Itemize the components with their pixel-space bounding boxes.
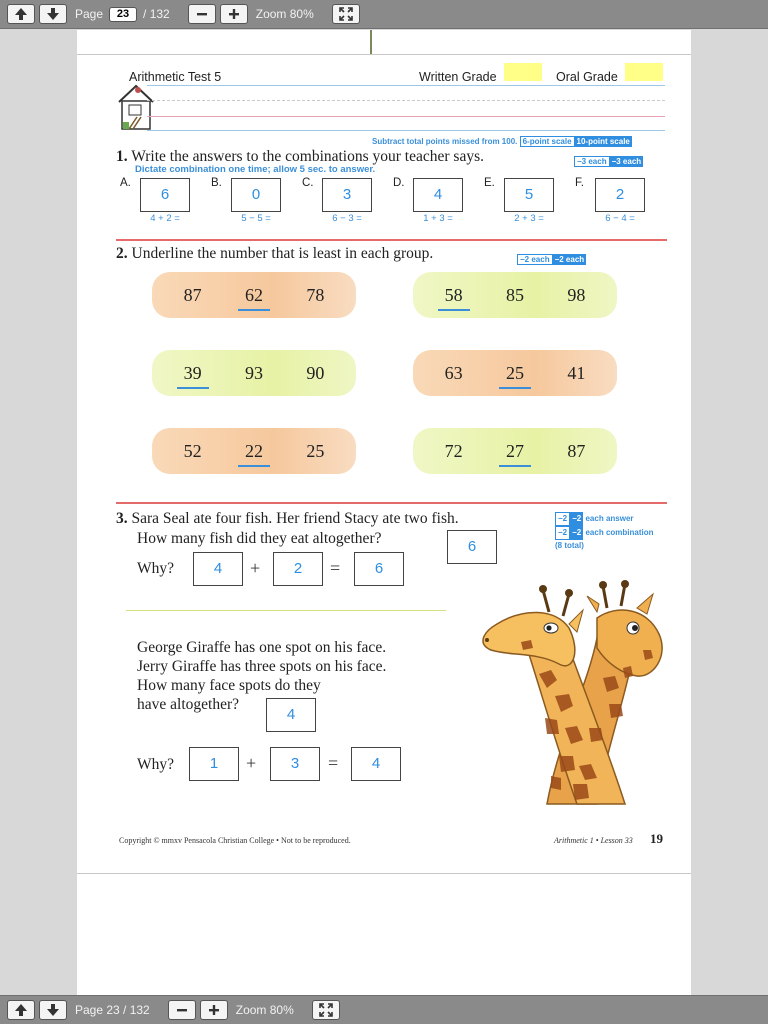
written-grade-box bbox=[504, 63, 542, 81]
giraffe-line-3: How many face spots do they bbox=[137, 677, 321, 694]
page-divider-mark bbox=[370, 30, 372, 54]
handwriting-line bbox=[147, 130, 665, 131]
giraffes-illustration bbox=[447, 578, 679, 806]
equation-1-addend-b[interactable]: 2 bbox=[273, 552, 323, 586]
least-number[interactable]: 22 bbox=[232, 441, 276, 462]
test-title: Arithmetic Test 5 bbox=[129, 70, 222, 84]
previous-page-edge bbox=[77, 54, 691, 55]
equation-1-sum[interactable]: 6 bbox=[354, 552, 404, 586]
question-2 bbox=[116, 245, 433, 263]
page-up-button[interactable] bbox=[7, 4, 35, 24]
giraffe-line-1: George Giraffe has one spot on his face. bbox=[137, 639, 387, 656]
section-divider bbox=[116, 502, 667, 504]
zoom-in-button[interactable] bbox=[200, 1000, 228, 1020]
combination-label: 6 − 4 = bbox=[605, 213, 635, 224]
deduct-6pt: −3 each bbox=[574, 156, 610, 167]
page-up-button[interactable] bbox=[7, 1000, 35, 1020]
number-group bbox=[152, 428, 356, 474]
answer-box[interactable]: 6 bbox=[140, 178, 190, 212]
number-group bbox=[152, 350, 356, 396]
combination-label: 5 − 5 = bbox=[241, 213, 271, 224]
handwriting-baseline bbox=[147, 116, 665, 117]
deduct-6pt: −2 bbox=[555, 512, 570, 526]
teacher-instruction: Dictate combination one time; allow 5 sec. to answer. bbox=[135, 164, 376, 175]
lesson-label: Arithmetic 1 • Lesson 33 bbox=[554, 836, 633, 845]
next-page-edge bbox=[77, 873, 691, 874]
deduct-10pt: −2 bbox=[570, 512, 583, 526]
copyright-notice: Copyright © mmxv Pensacola Christian College • Not to be reproduced. bbox=[119, 836, 351, 845]
equation-2-addend-b[interactable]: 3 bbox=[270, 747, 320, 781]
question-3-number: 3. bbox=[116, 510, 128, 527]
number-group bbox=[413, 272, 617, 318]
fullscreen-button[interactable] bbox=[332, 4, 360, 24]
page-total: / 132 bbox=[143, 7, 170, 21]
scale-note-text: Subtract total points missed from 100. bbox=[372, 137, 518, 146]
question-3 bbox=[116, 509, 459, 549]
written-grade-label: Written Grade bbox=[419, 70, 497, 84]
section-divider bbox=[116, 239, 667, 241]
deduct-6pt: −2 bbox=[555, 526, 570, 540]
equation-2-sum[interactable]: 4 bbox=[351, 747, 401, 781]
question-3-deductions bbox=[555, 512, 654, 552]
plus-icon bbox=[208, 1004, 220, 1016]
page-label: Page bbox=[75, 7, 104, 21]
item-letter: F. bbox=[575, 177, 584, 189]
group-number[interactable]: 41 bbox=[567, 362, 586, 383]
scale-note bbox=[372, 136, 632, 147]
zoom-out-button[interactable] bbox=[188, 4, 216, 24]
combination-label: 2 + 3 = bbox=[514, 213, 544, 224]
problem-divider bbox=[126, 610, 446, 611]
least-number[interactable]: 58 bbox=[432, 285, 476, 306]
group-number[interactable]: 87 bbox=[183, 284, 202, 305]
equation-2-addend-a[interactable]: 1 bbox=[189, 747, 239, 781]
zoom-level: Zoom 80% bbox=[235, 1003, 294, 1017]
item-letter: A. bbox=[120, 177, 131, 189]
item-letter: D. bbox=[393, 177, 405, 189]
why-label: Why? bbox=[137, 756, 175, 773]
fish-answer-box[interactable]: 6 bbox=[447, 530, 497, 564]
zoom-level: Zoom 80% bbox=[255, 7, 314, 21]
answer-box[interactable]: 3 bbox=[322, 178, 372, 212]
handwriting-line bbox=[147, 85, 665, 86]
item-letter: C. bbox=[302, 177, 314, 189]
question-1-number: 1. bbox=[116, 148, 128, 165]
minus-icon bbox=[176, 1004, 188, 1016]
question-2-text: Underline the number that is least in each group. bbox=[131, 245, 434, 262]
group-number[interactable]: 85 bbox=[505, 284, 524, 305]
least-number[interactable]: 25 bbox=[493, 363, 537, 384]
group-number[interactable]: 72 bbox=[444, 440, 463, 461]
answer-box[interactable]: 0 bbox=[231, 178, 281, 212]
question-1-text: Write the answers to the combinations your teacher says. bbox=[131, 148, 484, 165]
answer-box[interactable]: 4 bbox=[413, 178, 463, 212]
question-1-deductions bbox=[574, 151, 643, 169]
least-number[interactable]: 27 bbox=[493, 441, 537, 462]
question-3-line-1: Sara Seal ate four fish. Her friend Stacy ate two fish. bbox=[131, 510, 459, 527]
least-number[interactable]: 62 bbox=[232, 285, 276, 306]
bottom-toolbar bbox=[0, 995, 768, 1024]
plus-sign: + bbox=[246, 753, 257, 773]
equation-1-addend-a[interactable]: 4 bbox=[193, 552, 243, 586]
group-number[interactable]: 25 bbox=[306, 440, 325, 461]
answer-box[interactable]: 2 bbox=[595, 178, 645, 212]
page-down-button[interactable] bbox=[39, 1000, 67, 1020]
combination-label: 4 + 2 = bbox=[150, 213, 180, 224]
page-indicator: Page 23 / 132 bbox=[75, 1003, 150, 1017]
arrow-down-icon bbox=[46, 7, 60, 21]
answer-box[interactable]: 5 bbox=[504, 178, 554, 212]
question-2-deductions bbox=[517, 249, 586, 267]
deduct-total: (8 total) bbox=[555, 541, 584, 550]
group-number[interactable]: 87 bbox=[567, 440, 586, 461]
number-group bbox=[152, 272, 356, 318]
fullscreen-button[interactable] bbox=[312, 1000, 340, 1020]
deduct-answer-text: each answer bbox=[585, 514, 634, 523]
group-number[interactable]: 63 bbox=[444, 362, 463, 383]
giraffe-line-2: Jerry Giraffe has three spots on his face. bbox=[137, 658, 387, 675]
ten-point-scale: 10-point scale bbox=[576, 137, 630, 146]
deduct-10pt: −2 each bbox=[554, 255, 585, 264]
group-number[interactable]: 78 bbox=[306, 284, 325, 305]
group-number[interactable]: 98 bbox=[567, 284, 586, 305]
group-number[interactable]: 93 bbox=[244, 362, 263, 383]
minus-icon bbox=[196, 8, 208, 20]
combination-label: 1 + 3 = bbox=[423, 213, 453, 224]
group-number[interactable]: 52 bbox=[183, 440, 202, 461]
giraffe-line-4: have altogether? bbox=[137, 696, 239, 713]
expand-icon bbox=[339, 7, 353, 21]
arrow-down-icon bbox=[46, 1003, 60, 1017]
deduct-10pt: −2 bbox=[570, 526, 583, 540]
plus-icon bbox=[228, 8, 240, 20]
document-page bbox=[77, 30, 691, 995]
question-3-line-2: How many fish did they eat altogether? bbox=[137, 530, 382, 547]
six-point-scale: 6-point scale bbox=[520, 136, 575, 147]
spots-answer-box[interactable]: 4 bbox=[266, 698, 316, 732]
page-number: 19 bbox=[650, 831, 663, 846]
top-toolbar bbox=[0, 0, 768, 29]
item-letter: B. bbox=[211, 177, 222, 189]
handwriting-midline bbox=[147, 100, 665, 101]
equals-sign: = bbox=[330, 558, 341, 578]
deduct-10pt: −3 each bbox=[611, 157, 642, 166]
deduct-6pt: −2 each bbox=[517, 254, 553, 265]
giraffe-problem bbox=[137, 638, 386, 714]
zoom-out-button[interactable] bbox=[168, 1000, 196, 1020]
number-group bbox=[413, 350, 617, 396]
page-number-input[interactable]: 23 bbox=[109, 7, 137, 22]
oral-grade-box bbox=[625, 63, 663, 81]
equals-sign: = bbox=[328, 753, 339, 773]
house-icon bbox=[117, 82, 155, 132]
deduct-combination-text: each combination bbox=[585, 528, 654, 537]
plus-sign: + bbox=[250, 558, 261, 578]
number-group bbox=[413, 428, 617, 474]
oral-grade-label: Oral Grade bbox=[556, 70, 618, 84]
question-2-number: 2. bbox=[116, 245, 128, 262]
least-number[interactable]: 39 bbox=[171, 363, 215, 384]
arrow-up-icon bbox=[14, 1003, 28, 1017]
arrow-up-icon bbox=[14, 7, 28, 21]
expand-icon bbox=[319, 1003, 333, 1017]
why-label: Why? bbox=[137, 560, 175, 577]
combination-label: 6 − 3 = bbox=[332, 213, 362, 224]
page-down-button[interactable] bbox=[39, 4, 67, 24]
item-letter: E. bbox=[484, 177, 495, 189]
zoom-in-button[interactable] bbox=[220, 4, 248, 24]
group-number[interactable]: 90 bbox=[306, 362, 325, 383]
